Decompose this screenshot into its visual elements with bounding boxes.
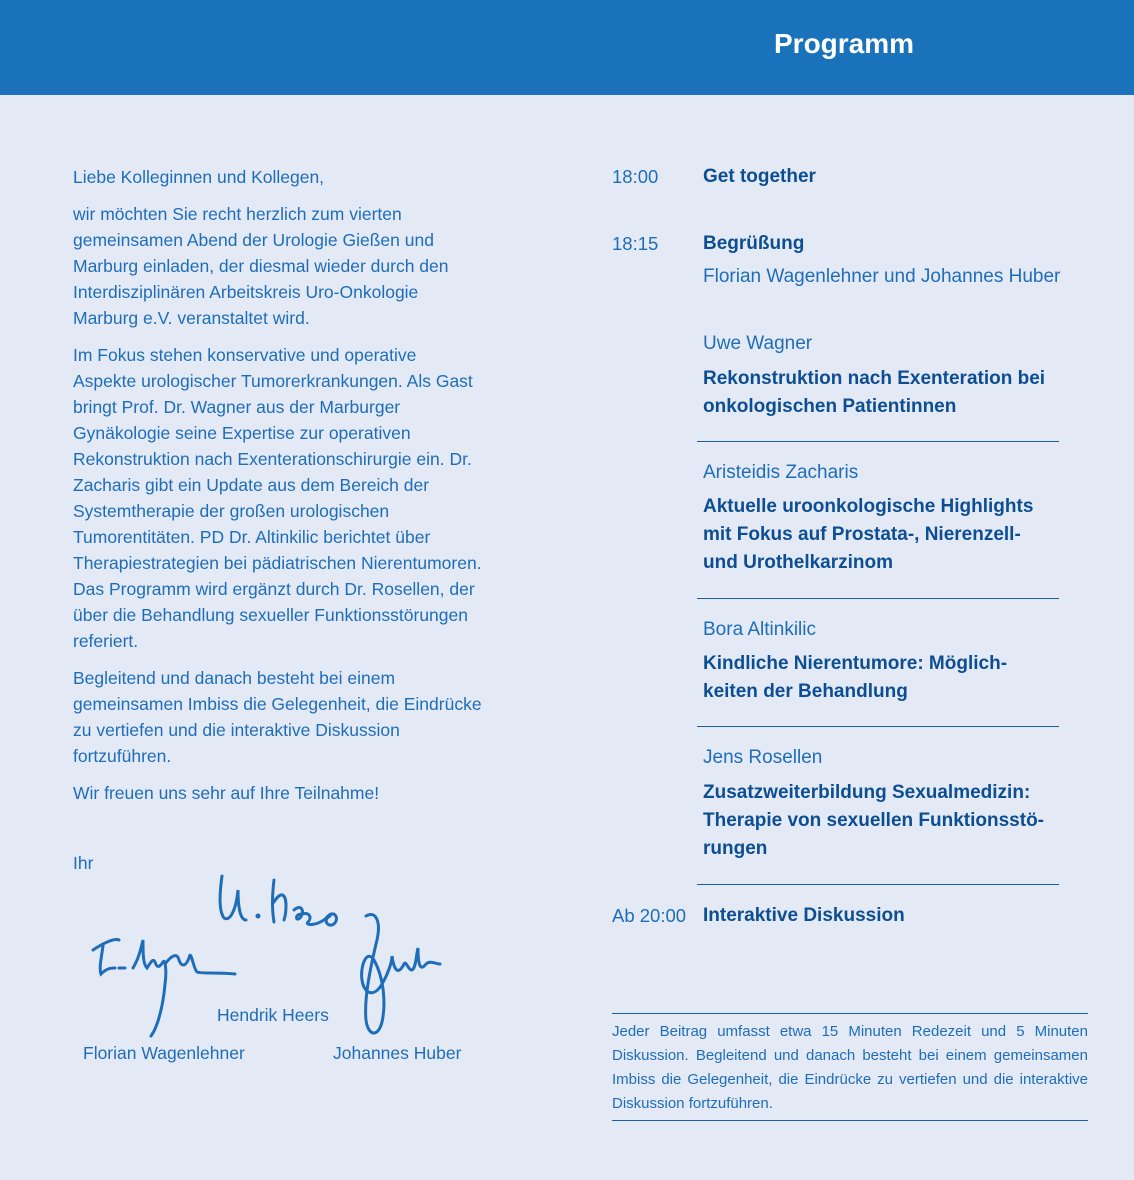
- signatory-name: Florian Wagenlehner: [83, 1043, 245, 1063]
- program-speaker: Aristeidis Zacharis: [703, 462, 859, 483]
- program-title: Begrüßung: [703, 233, 805, 254]
- program-title: [703, 779, 1083, 863]
- signatory-name: Hendrik Heers: [217, 1005, 329, 1025]
- note-rule-bottom: [612, 1120, 1088, 1121]
- program-speaker: Jens Rosellen: [703, 747, 823, 768]
- program-title-line: Therapie von sexuellen Funktionsstö-: [703, 810, 1045, 831]
- program-speaker: Bora Altinkilic: [703, 619, 816, 640]
- program-speaker: Uwe Wagner: [703, 333, 813, 354]
- letter-paragraph: Begleitend und danach besteht bei einem gemeinsamen Imbiss die Gelegenheit, die Eindrücke zu vertiefen und die interaktive Diskussion fortzuführen.: [73, 668, 482, 766]
- program-time: 18:00: [612, 166, 659, 187]
- program-note: Jeder Beitrag umfasst etwa 15 Minuten Redezeit und 5 Minuten Diskussion. Begleitend und danach besteht bei einem gemeinsamen Imbiss die Gelegenheit, die Eindrücke zu vertiefen und die interaktive Diskussion fortzuführen.: [612, 1023, 1088, 1112]
- program-title: [703, 365, 1083, 421]
- program-title-line: Zusatzweiterbildung Sexualmedizin:: [703, 782, 1031, 803]
- letter-closing: Ihr: [73, 853, 94, 873]
- signature-huber: [352, 908, 447, 1043]
- letter-paragraph: Wir freuen uns sehr auf Ihre Teilnahme!: [73, 783, 380, 803]
- letter-paragraph: wir möchten Sie recht herzlich zum vierten gemeinsamen Abend der Urologie Gießen und Marburg einladen, der diesmal wieder durch den Interdisziplinären Arbeitskreis Uro-Onkologie Marburg e.V. veranstaltet wird.: [73, 204, 449, 328]
- note-rule-top: [612, 1013, 1088, 1014]
- program-time: Ab 20:00: [612, 905, 687, 926]
- letter-paragraph: Im Fokus stehen konservative und operative Aspekte urologischer Tumorerkrankungen. Als Gast bringt Prof. Dr. Wagner aus der Marburger Gynäkologie seine Expertise zur operativen Rekonstruktion nach Exenterationschirurgie ein. Dr. Zacharis gibt ein Update aus dem Bereich der Systemtherapie der großen urologischen Tumorentitäten. PD Dr. Altinkilic berichtet über Therapiestrategien bei pädiatrischen Nierentumoren. Das Programm wird ergänzt durch Dr. Rosellen, der über die Behandlung sexueller Funktionsstörungen referiert.: [73, 345, 482, 651]
- program-title-line: rungen: [703, 838, 768, 859]
- program-title-line: und Urothelkarzinom: [703, 552, 894, 573]
- page-title: Programm: [774, 28, 915, 59]
- program-title: Interaktive Diskussion: [703, 905, 905, 926]
- divider: [697, 884, 1059, 885]
- letter-greeting: Liebe Kolleginnen und Kollegen,: [73, 167, 325, 187]
- program-title-line: keiten der Behandlung: [703, 681, 908, 702]
- header-bar: [0, 0, 1134, 95]
- program-title-line: mit Fokus auf Prostata-, Nierenzell-: [703, 524, 1021, 545]
- divider: [697, 441, 1059, 442]
- signatory-name: Johannes Huber: [333, 1043, 462, 1063]
- program-title: [703, 493, 1083, 577]
- divider: [697, 598, 1059, 599]
- program-title-line: onkologischen Patientinnen: [703, 396, 957, 417]
- program-title: [703, 650, 1083, 706]
- program-title: Get together: [703, 166, 816, 187]
- divider: [697, 726, 1059, 727]
- program-subtitle: Florian Wagenlehner und Johannes Huber: [703, 266, 1061, 287]
- invitation-letter: [73, 164, 483, 817]
- program-title-line: Rekonstruktion nach Exenteration bei: [703, 368, 1046, 389]
- program-title-line: Aktuelle uroonkologische Highlights: [703, 496, 1034, 517]
- program-time: 18:15: [612, 233, 659, 254]
- program-title-line: Kindliche Nierentumore: Möglich-: [703, 653, 1008, 674]
